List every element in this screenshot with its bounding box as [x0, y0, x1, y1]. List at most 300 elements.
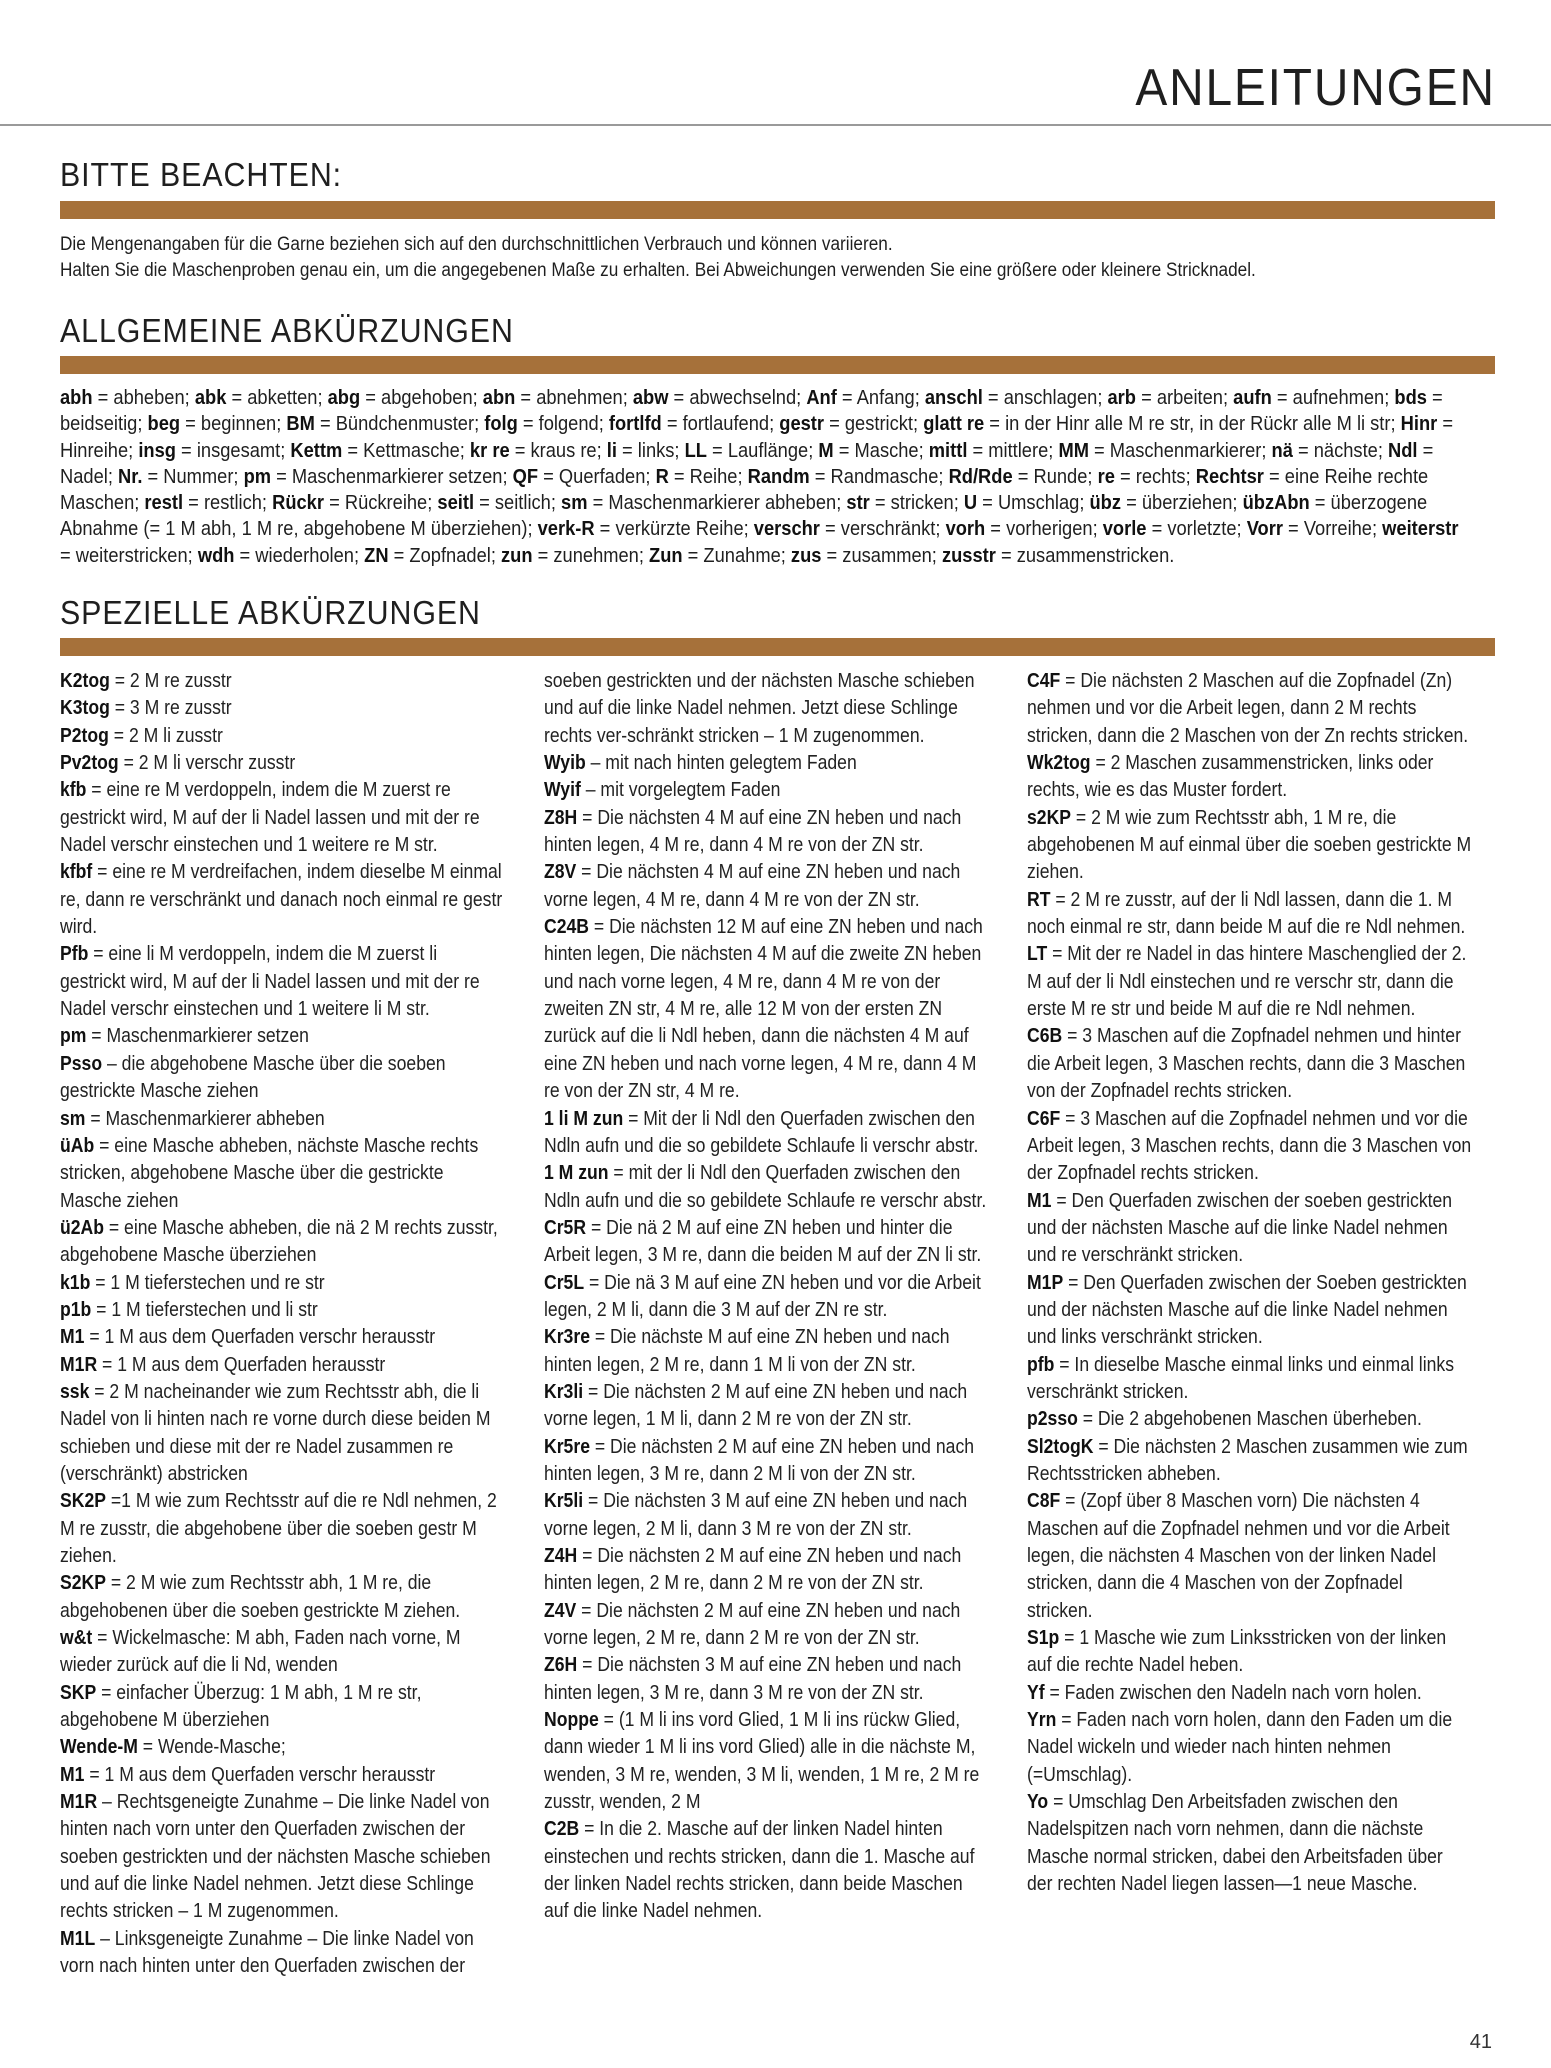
special-definition: 1 M aus dem Querfaden herausstr — [117, 1353, 386, 1376]
special-term: Kr3re — [544, 1326, 590, 1349]
special-entry: Kr3re = Die nächste M auf eine ZN heben und nach hinten legen, 2 M re, dann 1 M li von der ZN str. — [544, 1326, 950, 1376]
special-term: s2KP — [1027, 806, 1072, 829]
abbr-definition: Maschenmarkierer — [1109, 439, 1262, 462]
special-definition: soeben gestrickten und der nächsten Masche schieben und auf die linke Nadel nehmen. Jetzt diese Schlinge rechts ver-schränkt stricken – 1 M zugenommen. — [544, 670, 975, 747]
abbr-definition: fortlaufend — [682, 413, 770, 436]
special-entry: C6B = 3 Maschen auf die Zopfnadel nehmen und hinter die Arbeit legen, 3 Maschen rechts, dann die 3 Maschen von der Zopfnadel rechts stricken. — [1027, 1025, 1466, 1103]
special-entry: S1p = 1 Masche wie zum Linksstricken von der linken auf die rechte Nadel heben. — [1027, 1627, 1447, 1677]
abbr-term: Nr. — [118, 465, 143, 488]
special-entry: SKP = einfacher Überzug: 1 M abh, 1 M re str, abgehobene M überziehen — [60, 1681, 422, 1732]
abbr-definition: stricken — [890, 492, 954, 515]
special-term: S2KP — [60, 1572, 106, 1595]
special-definition: 1 M tieferstechen und li str — [111, 1298, 318, 1321]
abbr-definition: zusammen — [842, 544, 932, 567]
special-definition: 1 M wie zum Rechtsstr auf die re Ndl nehmen, 2 M re zusstr, die abgehobene über die soeben gestr M ziehen. — [60, 1490, 497, 1567]
page-title: ANLEITUNGEN — [1135, 59, 1496, 117]
special-entry: Yrn = Faden nach vorn holen, dann den Faden um die Nadel wickeln und wieder nach hinten nehmen (=Umschlag). — [1027, 1709, 1453, 1786]
abbr-term: ZN — [364, 544, 389, 567]
special-entry: Z8V = Die nächsten 4 M auf eine ZN heben und nach vorne legen, 4 M re, dann 4 M re von der ZN str. — [544, 861, 961, 911]
abbr-definition: Nummer — [163, 465, 234, 488]
special-column-1 — [60, 668, 504, 1981]
special-term: Noppe — [544, 1709, 599, 1732]
special-definition: Umschlag Den Arbeitsfaden zwischen den Nadelspitzen nach vorn nehmen, dann die nächste Masche normal stricken, dabei den Arbeitsfaden über der rechten Nadel liegen lassen—1 neue Masche. — [1027, 1791, 1443, 1896]
special-definition: 3 M re zusstr — [129, 697, 232, 720]
special-entry: p2sso = Die 2 abgehobenen Maschen überheben. — [1027, 1408, 1422, 1431]
special-definition: (1 M li ins vord Glied, 1 M li ins rückw Glied, dann wieder 1 M li ins vord Glied) alle in die nächste M, wenden, 3 M re, wenden, 3 M li, wenden, 1 M re, 2 M re zusstr, wenden, 2 M — [544, 1709, 980, 1814]
special-definition: 1 M aus dem Querfaden verschr herausstr — [104, 1326, 436, 1349]
abbr-definition: Anfang — [856, 387, 915, 409]
abbr-term: zus — [790, 544, 822, 567]
special-definition: Die nächsten 2 Maschen auf die Zopfnadel (Zn) nehmen und vor die Arbeit legen, dann 2 M rechts stricken, dann die 2 Maschen von der Zn rechts stricken. — [1027, 670, 1469, 747]
special-entry: C6F = 3 Maschen auf die Zopfnadel nehmen und vor die Arbeit legen, 3 Maschen rechts, dann die 3 Maschen von der Zopfnadel rechts stricken. — [1027, 1107, 1472, 1185]
special-term: sm — [60, 1107, 86, 1130]
special-term: Pfb — [60, 943, 89, 966]
special-term: P2tog — [60, 724, 109, 747]
special-entry: Wyif – mit vorgelegtem Faden — [544, 779, 781, 802]
special-term: Kr5li — [544, 1490, 584, 1513]
abbr-definition: Hinreihe — [60, 439, 129, 462]
special-entry: Yo = Umschlag Den Arbeitsfaden zwischen den Nadelspitzen nach vorn nehmen, dann die nächste Masche normal stricken, dabei den Arbeitsfaden über der rechten Nadel liegen lassen—1 neue Masche. — [1027, 1791, 1443, 1896]
abbr-term: Zun — [649, 544, 683, 567]
special-definition: eine li M verdoppeln, indem die M zuerst li gestrickt wird, M auf der li Nadel lassen und mit der re Nadel verschr einstechen und 1 weitere li M str. — [60, 943, 480, 1021]
special-definition: Die nächste M auf eine ZN heben und nach hinten legen, 2 M re, dann 1 M li von der ZN str. — [544, 1326, 950, 1376]
abbr-term: beg — [147, 413, 181, 436]
abbr-definition: seitlich — [494, 492, 551, 515]
abbr-definition: überzogene Abnahme (= 1 M abh, 1 M re, abgehobene M überziehen) — [60, 492, 1428, 541]
abbr-definition: folgend — [538, 413, 599, 436]
abbr-term: MM — [1058, 439, 1089, 462]
abbr-definition: verkürzte Reihe — [615, 518, 744, 541]
abbr-definition: beginnen — [200, 413, 277, 436]
special-term: k1b — [60, 1271, 91, 1294]
special-term: M1R — [60, 1791, 98, 1814]
abbr-term: anschl — [924, 387, 983, 409]
abbr-term: sm — [561, 492, 588, 515]
abbr-definition: anschlagen — [1003, 387, 1098, 409]
special-term: p1b — [60, 1298, 92, 1321]
abbr-term: nä — [1271, 439, 1293, 462]
special-entry: C2B = In die 2. Masche auf der linken Nadel hinten einstechen und rechts stricken, dann die 1. Masche auf der linken Nadel rechts stricken, dann beide Maschen auf die linke Nadel nehmen. — [544, 1818, 975, 1923]
abbr-definition: nächste — [1313, 439, 1378, 462]
special-definition: 1 M aus dem Querfaden verschr herausstr — [104, 1763, 436, 1786]
special-entry: M1 = 1 M aus dem Querfaden verschr herausstr — [60, 1763, 436, 1786]
abbr-term: Rd/Rde — [948, 465, 1013, 488]
abbr-term: weiterstr — [1382, 518, 1459, 541]
special-definition: 2 M wie zum Rechtsstr abh, 1 M re, die abgehobenen über die soeben gestrickte M ziehen. — [60, 1572, 461, 1622]
special-entry: pfb = In dieselbe Masche einmal links und einmal links verschränkt stricken. — [1027, 1353, 1454, 1403]
abbr-definition: in der Hinr alle M re str, in der Rückr alle M li str — [1005, 413, 1391, 436]
abbr-term: R — [655, 465, 669, 488]
abbr-definition: wiederholen — [255, 544, 354, 567]
note-line-2: Halten Sie die Maschenproben genau ein, um die angegebenen Maße zu erhalten. Bei Abweichungen verwenden Sie eine größere oder kleinere Stricknadel. — [60, 260, 1256, 281]
special-entry: M1L – Linksgeneigte Zunahme – Die linke Nadel von vorn nach hinten unter den Querfaden zwischen der — [60, 1927, 474, 1978]
abbr-definition: Maschenmarkierer setzen — [291, 465, 503, 488]
special-term: M1 — [60, 1763, 85, 1786]
special-entry: Kr3li = Die nächsten 2 M auf eine ZN heben und nach vorne legen, 1 M li, dann 2 M re von der ZN str. — [544, 1380, 968, 1431]
abbr-definition: abheben — [113, 387, 185, 409]
special-definition: 1 Masche wie zum Linksstricken von der linken auf die rechte Nadel heben. — [1027, 1627, 1447, 1677]
special-entry: Yf = Faden zwischen den Nadeln nach vorn holen. — [1027, 1681, 1422, 1704]
abbr-definition: Maschenmarkierer abheben — [608, 492, 837, 515]
special-term: Sl2togK — [1027, 1435, 1094, 1458]
abbr-definition: Querfaden — [558, 465, 646, 488]
abbr-term: bds — [1394, 387, 1427, 409]
special-entry: Noppe = (1 M li ins vord Glied, 1 M li ins rückw Glied, dann wieder 1 M li ins vord Glied) alle in die nächste M, wenden, 3 M re, wenden, 3 M li, wenden, 1 M re, 2 M re zusstr, wenden, 2 M — [544, 1709, 980, 1814]
abbr-term: vorh — [945, 518, 986, 541]
special-definition: 2 Maschen zusammenstricken, links oder rechts, wie es das Muster fordert. — [1027, 752, 1434, 802]
special-entry: P2tog = 2 M li zusstr — [60, 724, 223, 747]
special-definition: 1 M tieferstechen und re str — [110, 1271, 325, 1294]
abbr-term: übzAbn — [1242, 492, 1310, 515]
abbr-term: M — [818, 439, 834, 462]
abbr-term: U — [963, 492, 978, 515]
abbr-term: BM — [286, 413, 315, 436]
special-definition: Die 2 abgehobenen Maschen überheben. — [1097, 1408, 1422, 1431]
abbr-term: abh — [60, 387, 93, 409]
special-entry: kfb = eine re M verdoppeln, indem die M zuerst re gestrickt wird, M auf der li Nadel lassen und mit der re Nadel verschr einstechen und 1 weitere re M str. — [60, 779, 480, 857]
abbr-definition: restlich — [203, 492, 262, 515]
special-definition: Faden nach vorn holen, dann den Faden um die Nadel wickeln und wieder nach hinten nehmen (=Umschlag). — [1027, 1709, 1453, 1786]
special-definition: eine Masche abheben, die nä 2 M rechts zusstr, abgehobene Masche überziehen — [60, 1216, 498, 1267]
special-entry: Cr5L = Die nä 3 M auf eine ZN heben und vor die Arbeit legen, 2 M li, dann die 3 M auf der ZN re str. — [544, 1271, 981, 1321]
abbr-definition: vorherigen — [1006, 518, 1093, 541]
special-term: kfbf — [60, 861, 93, 884]
page-number: 41 — [1469, 2031, 1492, 2053]
special-term: Z4H — [544, 1545, 578, 1567]
special-entry: kfbf = eine re M verdreifachen, indem dieselbe M einmal re, dann re verschränkt und danach noch einmal re gestr wird. — [60, 861, 503, 939]
special-entry: RT = 2 M re zusstr, auf der li Ndl lassen, dann die 1. M noch einmal re str, dann beide M auf die re Ndl nehmen. — [1027, 888, 1466, 939]
abbr-term: fortlfd — [608, 413, 662, 436]
abbr-term: wdh — [197, 544, 235, 567]
special-entry: Z4V = Die nächsten 2 M auf eine ZN heben und nach vorne legen, 2 M re, dann 2 M re von der ZN str. — [544, 1599, 961, 1650]
abbr-definition: vorletzte — [1167, 518, 1237, 541]
note-bar — [60, 201, 1495, 219]
abbr-definition: Reihe — [689, 465, 738, 488]
general-bar — [60, 356, 1495, 374]
abbr-definition: eine Reihe rechte Maschen — [60, 465, 1429, 515]
special-entry: Wk2tog = 2 Maschen zusammenstricken, links oder rechts, wie es das Muster fordert. — [1027, 752, 1434, 802]
abbr-definition: Randmasche — [830, 465, 939, 488]
special-term: Cr5R — [544, 1216, 587, 1239]
special-entry: Psso – die abgehobene Masche über die soeben gestrickte Masche ziehen — [60, 1052, 446, 1103]
general-heading: ALLGEMEINE ABKÜRZUNGEN — [60, 312, 514, 349]
abbr-term: Randm — [747, 465, 810, 488]
special-entry: üAb = eine Masche abheben, nächste Masche rechts stricken, abgehobene Masche über die gestrickte Masche ziehen — [60, 1134, 479, 1212]
special-term: M1 — [1027, 1189, 1052, 1212]
special-definition: Wickelmasche: M abh, Faden nach vorne, M wieder zurück auf die li Nd, wenden — [60, 1627, 461, 1677]
special-entry — [544, 668, 988, 750]
special-heading: SPEZIELLE ABKÜRZUNGEN — [60, 594, 481, 631]
note-heading: BITTE BEACHTEN: — [60, 156, 343, 193]
special-term: Wyif — [544, 779, 581, 802]
special-column-3 — [1027, 668, 1471, 1898]
abbr-definition: weiterstricken — [75, 544, 188, 567]
special-definition: Die nächsten 3 M auf eine ZN heben und nach hinten legen, 3 M re, dann 3 M re von der ZN str. — [544, 1654, 962, 1704]
special-term: RT — [1027, 888, 1051, 911]
special-entry: Cr5R = Die nä 2 M auf eine ZN heben und hinter die Arbeit legen, 3 M re, dann die beiden M auf der ZN li str. — [544, 1216, 982, 1267]
special-term: K3tog — [60, 697, 110, 720]
special-definition: In die 2. Masche auf der linken Nadel hinten einstechen und rechts stricken, dann die 1. Masche auf der linken Nadel rechts stricken, dann beide Maschen auf die linke Nadel nehmen. — [544, 1818, 975, 1923]
general-abbreviations: abh = abheben; abk = abketten; abg = abgehoben; abn = abnehmen; abw = abwechselnd; Anf = Anfang; anschl = anschlagen; arb = arbeiten; aufn = aufnehmen; bds = beidseitig; beg = beginnen; BM = Bündchenmuster; folg = folgend; fortlfd = fortlaufend; gestr = gestrickt; glatt re = in der Hinr alle M re str, in der Rückr alle M li str; Hinr = Hinreihe; insg = insgesamt; Kettm = Kettmasche; kr re = kraus re; li = links; LL = Lauflänge; M = Masche; mittl = mittlere; MM = Maschenmarkierer; nä = nächste; Ndl = Nadel; Nr. = Nummer; pm = Maschenmarkierer setzen; QF = Querfaden; R = Reihe; Randm = Randmasche; Rd/Rde = Runde; re = rechts; Rechtsr = eine Reihe rechte Maschen; restl = restlich; Rückr = Rückreihe; seitl = seitlich; sm = Maschenmarkierer abheben; str = stricken; U = Umschlag; übz = überziehen; übzAbn = überzogene Abnahme (= 1 M abh, 1 M re, abgehobene M überziehen); verk-R = verkürzte Reihe; verschr = verschränkt; vorh = vorherigen; vorle = vorletzte; Vorr = Vorreihe; weiterstr = weiterstricken; wdh = wiederholen; ZN = Zopfnadel; zun = zunehmen; Zun = Zunahme; zus = zusammen; zusstr = zusammenstricken. — [60, 387, 1459, 567]
special-term: Wende-M — [60, 1736, 138, 1759]
abbr-definition: Rückreihe — [344, 492, 428, 515]
abbr-definition: abwechselnd — [689, 387, 797, 409]
special-entry: Kr5li = Die nächsten 3 M auf eine ZN heben und nach vorne legen, 2 M li, dann 3 M re von der ZN str. — [544, 1490, 968, 1540]
abbr-term: verschr — [753, 518, 820, 541]
abbr-definition: mittlere — [988, 439, 1049, 462]
special-term: Yf — [1027, 1681, 1045, 1704]
special-column-2 — [544, 668, 988, 1926]
abbr-definition: zusammenstricken. — [1016, 544, 1175, 567]
special-definition: 3 Maschen auf die Zopfnadel nehmen und hinter die Arbeit legen, 3 Maschen rechts, dann die 3 Maschen von der Zopfnadel rechts stricken. — [1027, 1025, 1466, 1103]
abbr-term: aufn — [1233, 387, 1272, 409]
abbr-term: insg — [138, 439, 176, 462]
special-term: M1 — [60, 1326, 85, 1349]
special-entry: Z6H = Die nächsten 3 M auf eine ZN heben und nach hinten legen, 3 M re, dann 3 M re von der ZN str. — [544, 1654, 962, 1704]
special-entry: Sl2togK = Die nächsten 2 Maschen zusammen wie zum Rechtsstricken abheben. — [1027, 1435, 1468, 1485]
abbr-term: vorle — [1102, 518, 1147, 541]
special-term: 1 li M zun — [544, 1107, 624, 1130]
special-entry: ssk = 2 M nacheinander wie zum Rechtsstr abh, die li Nadel von li hinten nach re vorne durch diese beiden M schieben und diese mit der re Nadel zusammen re (verschränkt) abstricken — [60, 1380, 491, 1485]
special-definition: einfacher Überzug: 1 M abh, 1 M re str, abgehobene M überziehen — [60, 1681, 422, 1732]
special-term: Wyib — [544, 752, 586, 775]
abbr-definition: zunehmen — [553, 544, 639, 567]
special-term: Z8V — [544, 861, 577, 884]
special-entry: Z8H = Die nächsten 4 M auf eine ZN heben und nach hinten legen, 4 M re, dann 4 M re von der ZN str. — [544, 806, 962, 857]
abbr-definition: abketten — [247, 387, 318, 409]
abbr-term: Ndl — [1388, 439, 1418, 462]
abbr-term: abg — [327, 387, 361, 409]
abbr-term: re — [1097, 465, 1115, 488]
special-entry: Wyib – mit nach hinten gelegtem Faden — [544, 752, 857, 775]
special-entry: 1 M zun = mit der li Ndl den Querfaden zwischen den Ndln aufn und die so gebildete Schlaufe re verschr abstr. — [544, 1162, 987, 1212]
abbr-definition: Zunahme — [703, 544, 781, 567]
abbr-definition: Masche — [854, 439, 919, 462]
note-line-1: Die Mengenangaben für die Garne beziehen sich auf den durchschnittlichen Verbrauch und können variieren. — [60, 234, 893, 255]
special-definition: 3 Maschen auf die Zopfnadel nehmen und vor die Arbeit legen, 3 Maschen rechts, dann die 3 Maschen von der Zopfnadel rechts stricken. — [1027, 1107, 1472, 1185]
abbr-definition: rechts — [1135, 465, 1186, 488]
abbr-definition: gestrickt — [844, 413, 914, 436]
special-term: p2sso — [1027, 1408, 1078, 1431]
special-definition: 2 M li zusstr — [128, 724, 223, 747]
special-definition: Die nächsten 4 M auf eine ZN heben und nach hinten legen, 4 M re, dann 4 M re von der ZN str. — [544, 806, 962, 857]
special-definition: Die nä 2 M auf eine ZN heben und hinter die Arbeit legen, 3 M re, dann die beiden M auf der ZN li str. — [544, 1216, 982, 1267]
special-definition: Die nächsten 12 M auf eine ZN heben und nach hinten legen, Die nächsten 4 M auf die zweite ZN heben und nach vorne legen, 4 M re, dann 4 M re von der zweiten ZN str, 4 M re, alle 12 M von der ersten ZN zurück auf die li Ndl heben, dann die nächsten 4 M auf eine ZN heben und nach vorne legen, 4 M re, dann 4 M re von der ZN str, 4 M re. — [544, 916, 983, 1103]
special-bar — [60, 638, 1495, 656]
special-entry: Pfb = eine li M verdoppeln, indem die M zuerst li gestrickt wird, M auf der li Nadel lassen und mit der re Nadel verschr einstechen und 1 weitere li M str. — [60, 943, 480, 1021]
special-definition: Die nächsten 3 M auf eine ZN heben und nach vorne legen, 2 M li, dann 3 M re von der ZN str. — [544, 1490, 968, 1540]
abbr-definition: abnehmen — [536, 387, 623, 409]
special-term: Kr5re — [544, 1435, 590, 1458]
special-definition: 2 M li verschr zusstr — [138, 752, 296, 775]
abbr-definition: beidseitig — [60, 413, 138, 436]
abbr-definition: insgesamt — [196, 439, 281, 462]
special-entry: Pv2tog = 2 M li verschr zusstr — [60, 752, 296, 775]
abbr-term: li — [606, 439, 617, 462]
special-term: Wk2tog — [1027, 752, 1091, 775]
special-entry: K3tog = 3 M re zusstr — [60, 697, 232, 720]
special-term: pfb — [1027, 1353, 1055, 1376]
special-definition: 2 M nacheinander wie zum Rechtsstr abh, die li Nadel von li hinten nach re vorne durch diese beiden M schieben und diese mit der re Nadel zusammen re (verschränkt) abstricken — [60, 1380, 491, 1485]
special-entry: Wende-M = Wende-Masche; — [60, 1736, 286, 1759]
special-term: SKP — [60, 1681, 97, 1704]
special-term: w&t — [60, 1627, 93, 1650]
abbr-term: gestr — [779, 413, 825, 436]
abbr-term: verk-R — [537, 518, 595, 541]
special-entry: w&t = Wickelmasche: M abh, Faden nach vorne, M wieder zurück auf die li Nd, wenden — [60, 1627, 461, 1677]
abbr-term: übz — [1089, 492, 1122, 515]
special-term: M1P — [1027, 1271, 1064, 1294]
special-entry: k1b = 1 M tieferstechen und re str — [60, 1271, 325, 1294]
special-definition: Die nächsten 2 M auf eine ZN heben und nach hinten legen, 3 M re, dann 2 M li von der ZN str. — [544, 1435, 975, 1485]
abbr-definition: Zopfnadel — [409, 544, 491, 567]
special-term: Z8H — [544, 806, 578, 829]
special-definition: Die nä 3 M auf eine ZN heben und vor die Arbeit legen, 2 M li, dann die 3 M auf der ZN re str. — [544, 1271, 981, 1321]
abbr-definition: arbeiten — [1156, 387, 1223, 409]
abbr-term: zun — [501, 544, 533, 567]
special-entry: M1R = 1 M aus dem Querfaden herausstr — [60, 1353, 386, 1376]
special-entry: C24B = Die nächsten 12 M auf eine ZN heben und nach hinten legen, Die nächsten 4 M auf die zweite ZN heben und nach vorne legen, 4 M re, dann 4 M re von der zweiten ZN str, 4 M re, alle 12 M von der ersten ZN zurück auf die li Ndl heben, dann die nächsten 4 M auf eine ZN heben und nach vorne legen, 4 M re, dann 4 M re von der ZN str, 4 M re. — [544, 916, 983, 1103]
special-definition: Die nächsten 2 M auf eine ZN heben und nach vorne legen, 2 M re, dann 2 M re von der ZN str. — [544, 1599, 961, 1650]
special-definition: In dieselbe Masche einmal links und einmal links verschränkt stricken. — [1027, 1353, 1454, 1403]
special-definition: (Zopf über 8 Maschen vorn) Die nächsten 4 Maschen auf die Zopfnadel nehmen und vor die Arbeit legen, die nächsten 4 Maschen von der linken Nadel stricken, dann die 4 Maschen von der Zopfnadel stricken. — [1027, 1490, 1450, 1622]
special-term: Kr3li — [544, 1380, 584, 1403]
special-term: C2B — [544, 1818, 580, 1841]
abbr-term: Vorr — [1246, 518, 1283, 541]
special-entry: sm = Maschenmarkierer abheben — [60, 1107, 325, 1130]
abbr-definition: verschränkt — [840, 518, 936, 541]
abbr-definition: abgehoben — [381, 387, 473, 409]
abbr-definition: links — [637, 439, 675, 462]
abbr-term: glatt re — [923, 413, 985, 436]
special-definition: Den Querfaden zwischen der soeben gestrickten und der nächsten Masche auf die linke Nadel nehmen und re verschränkt stricken. — [1027, 1189, 1453, 1267]
special-term: K2tog — [60, 670, 110, 692]
special-entry: Kr5re = Die nächsten 2 M auf eine ZN heben und nach hinten legen, 3 M re, dann 2 M li von der ZN str. — [544, 1435, 975, 1485]
special-entry: M1R – Rechtsgeneigte Zunahme – Die linke Nadel von hinten nach vorn unter den Querfaden zwischen der soeben gestrickten und der nächsten Masche schieben und auf die linke Nadel nehmen. Jetzt diese Schlinge rechts stricken – 1 M zugenommen. — [60, 1791, 491, 1923]
header-rule — [0, 124, 1551, 126]
special-entry: M1 = Den Querfaden zwischen der soeben gestrickten und der nächsten Masche auf die linke Nadel nehmen und re verschränkt stricken. — [1027, 1189, 1453, 1267]
special-term: LT — [1027, 943, 1048, 966]
special-term: M1L — [60, 1927, 96, 1950]
special-entry: LT = Mit der re Nadel in das hintere Maschenglied der 2. M auf der li Ndl einstechen und re verschr str, dann die erste M re str und beide M auf die re Ndl nehmen. — [1027, 943, 1467, 1021]
special-entry: 1 li M zun = Mit der li Ndl den Querfaden zwischen den Ndln aufn und die so gebildete Schlaufe li verschr abstr. — [544, 1107, 979, 1157]
special-entry: ü2Ab = eine Masche abheben, die nä 2 M rechts zusstr, abgehobene Masche überziehen — [60, 1216, 498, 1267]
special-entry: C8F = (Zopf über 8 Maschen vorn) Die nächsten 4 Maschen auf die Zopfnadel nehmen und vor die Arbeit legen, die nächsten 4 Maschen von der linken Nadel stricken, dann die 4 Maschen von der Zopfnadel stricken. — [1027, 1490, 1450, 1622]
special-entry: s2KP = 2 M wie zum Rechtsstr abh, 1 M re, die abgehobenen M auf einmal über die soeben gestrickte M ziehen. — [1027, 806, 1472, 884]
abbr-term: folg — [484, 413, 518, 436]
special-term: C6F — [1027, 1107, 1061, 1130]
abbr-definition: Nadel — [60, 465, 108, 488]
special-definition: eine re M verdreifachen, indem dieselbe M einmal re, dann re verschränkt und danach noch einmal re gestr wird. — [60, 861, 503, 939]
special-definition: eine re M verdoppeln, indem die M zuerst re gestrickt wird, M auf der li Nadel lassen und mit der re Nadel verschr einstechen und 1 weitere re M str. — [60, 779, 480, 857]
special-definition: 2 M re zusstr — [129, 670, 232, 692]
special-term: C6B — [1027, 1025, 1063, 1048]
special-entry: Z4H = Die nächsten 2 M auf eine ZN heben und nach hinten legen, 2 M re, dann 2 M re von der ZN str. — [544, 1545, 962, 1595]
special-definition: Die nächsten 2 M auf eine ZN heben und nach hinten legen, 2 M re, dann 2 M re von der ZN str. — [544, 1545, 962, 1595]
special-definition: Faden zwischen den Nadeln nach vorn holen. — [1064, 1681, 1422, 1704]
special-definition: Den Querfaden zwischen der Soeben gestrickten und der nächsten Masche auf die linke Nadel nehmen und links verschränkt stricken. — [1027, 1271, 1467, 1349]
special-term: 1 M zun — [544, 1162, 609, 1185]
special-term: SK2P — [60, 1490, 106, 1513]
abbr-term: arb — [1107, 387, 1136, 409]
special-definition: Die nächsten 2 Maschen zusammen wie zum Rechtsstricken abheben. — [1027, 1435, 1468, 1485]
special-definition: mit der li Ndl den Querfaden zwischen den Ndln aufn und die so gebildete Schlaufe re verschr abstr. — [544, 1162, 987, 1212]
special-entry: M1 = 1 M aus dem Querfaden verschr herausstr — [60, 1326, 436, 1349]
special-definition: Mit der li Ndl den Querfaden zwischen den Ndln aufn und die so gebildete Schlaufe li verschr abstr. — [544, 1107, 979, 1157]
special-definition: Wende-Masche; — [157, 1736, 286, 1759]
special-term: C4F — [1027, 670, 1061, 692]
abbr-term: str — [846, 492, 870, 515]
abbr-definition: Vorreihe — [1303, 518, 1372, 541]
special-definition: Maschenmarkierer setzen — [106, 1025, 309, 1048]
special-entry: SK2P =1 M wie zum Rechtsstr auf die re Ndl nehmen, 2 M re zusstr, die abgehobene über die soeben gestr M ziehen. — [60, 1490, 497, 1567]
special-definition: eine Masche abheben, nächste Masche rechts stricken, abgehobene Masche über die gestrickte Masche ziehen — [60, 1134, 479, 1212]
special-entry: C4F = Die nächsten 2 Maschen auf die Zopfnadel (Zn) nehmen und vor die Arbeit legen, dann 2 M rechts stricken, dann die 2 Maschen von der Zn rechts stricken. — [1027, 670, 1469, 747]
special-term: Pv2tog — [60, 752, 119, 775]
abbr-term: Hinr — [1400, 413, 1438, 436]
special-definition: 2 M wie zum Rechtsstr abh, 1 M re, die abgehobenen M auf einmal über die soeben gestrickte M ziehen. — [1027, 806, 1472, 884]
special-term: Z4V — [544, 1599, 577, 1622]
special-term: üAb — [60, 1134, 95, 1157]
abbr-term: zusstr — [941, 544, 996, 567]
abbr-term: kr re — [469, 439, 510, 462]
special-definition: Die nächsten 4 M auf eine ZN heben und nach vorne legen, 4 M re, dann 4 M re von der ZN str. — [544, 861, 961, 911]
special-definition: die abgehobene Masche über die soeben gestrickte Masche ziehen — [60, 1052, 446, 1103]
special-term: C24B — [544, 916, 590, 939]
special-term: ssk — [60, 1380, 90, 1403]
special-term: Z6H — [544, 1654, 578, 1677]
special-entry: S2KP = 2 M wie zum Rechtsstr abh, 1 M re, die abgehobenen über die soeben gestrickte M ziehen. — [60, 1572, 461, 1622]
abbr-definition: aufnehmen — [1292, 387, 1385, 409]
special-term: S1p — [1027, 1627, 1060, 1650]
abbr-definition: überziehen — [1141, 492, 1233, 515]
abbr-term: restl — [144, 492, 184, 515]
special-definition: mit nach hinten gelegtem Faden — [605, 752, 857, 775]
abbr-term: Kettm — [290, 439, 343, 462]
abbr-term: Anf — [806, 387, 837, 409]
abbr-term: abn — [482, 387, 516, 409]
abbr-term: seitl — [437, 492, 475, 515]
special-definition: Rechtsgeneigte Zunahme – Die linke Nadel von hinten nach vorn unter den Querfaden zwischen der soeben gestrickten und der nächsten Masche schieben und auf die linke Nadel nehmen. Jetzt diese Schlinge rechts stricken – 1 M zugenommen. — [60, 1791, 491, 1923]
abbr-term: mittl — [928, 439, 968, 462]
special-entry: p1b = 1 M tieferstechen und li str — [60, 1298, 318, 1321]
abbr-term: Rechtsr — [1195, 465, 1264, 488]
abbr-term: QF — [512, 465, 539, 488]
special-definition: Maschenmarkierer abheben — [105, 1107, 325, 1130]
special-definition: Linksgeneigte Zunahme – Die linke Nadel von vorn nach hinten unter den Querfaden zwischen der — [60, 1927, 474, 1978]
abbr-definition: Lauflänge — [727, 439, 809, 462]
special-definition: mit vorgelegtem Faden — [600, 779, 781, 802]
special-definition: Die nächsten 2 M auf eine ZN heben und nach vorne legen, 1 M li, dann 2 M re von der ZN str. — [544, 1380, 968, 1431]
abbr-definition: Kettmasche — [363, 439, 460, 462]
special-entry: M1P = Den Querfaden zwischen der Soeben gestrickten und der nächsten Masche auf die linke Nadel nehmen und links verschränkt stricken. — [1027, 1271, 1467, 1349]
abbr-definition: Umschlag — [997, 492, 1080, 515]
special-term: C8F — [1027, 1490, 1061, 1513]
special-definition: 2 M re zusstr, auf der li Ndl lassen, dann die 1. M noch einmal re str, dann beide M auf die re Ndl nehmen. — [1027, 888, 1466, 939]
special-term: ü2Ab — [60, 1216, 104, 1239]
abbr-term: LL — [684, 439, 707, 462]
abbr-definition: Bündchenmuster — [335, 413, 475, 436]
special-definition: Mit der re Nadel in das hintere Maschenglied der 2. M auf der li Ndl einstechen und re verschr str, dann die erste M re str und beide M auf die re Ndl nehmen. — [1027, 943, 1467, 1021]
special-term: kfb — [60, 779, 87, 802]
abbr-definition: kraus re — [530, 439, 597, 462]
abbr-term: Rückr — [272, 492, 324, 515]
special-term: Yrn — [1027, 1709, 1057, 1732]
abbr-term: pm — [243, 465, 272, 488]
abbr-definition: Runde — [1033, 465, 1088, 488]
special-term: Cr5L — [544, 1271, 585, 1294]
abbr-term: abw — [632, 387, 669, 409]
